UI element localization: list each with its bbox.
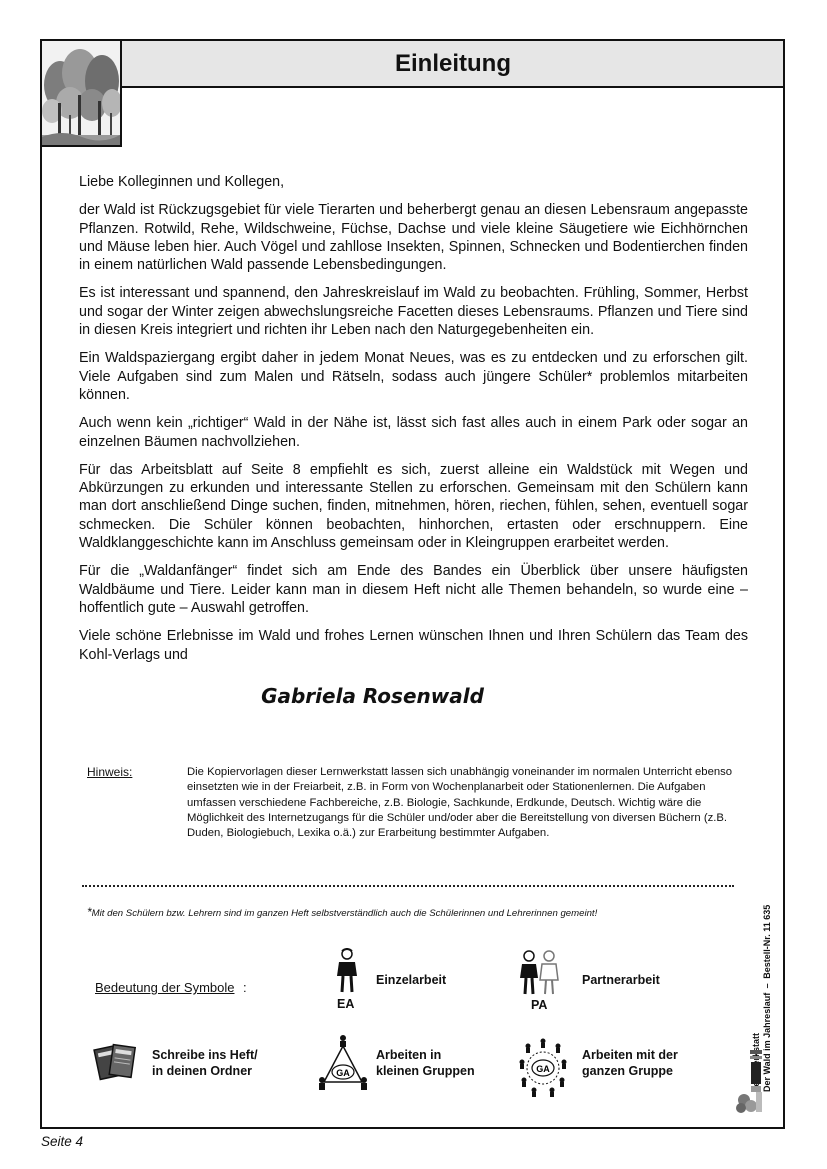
hint-text: Die Kopiervorlagen dieser Lernwerkstatt lassen sich unabhängig voneinander im normalen Unterricht ebenso einsetzten wie in der Freiarbeit, z.B. in Form von Wochenplanarbeit oder Stationenlernen. Die Aufgaben umfassen verschiedene Fachbereiche, z.B. Biologie, Sachkunde, Erdkunde, Deutsch. Wichtig wäre die Möglichkeit des Internetzugangs für die Schüler und/oder aber die Bereitstellung von diversen Büchern (z.B. Duden, Biologiebuch, Lexika o.ä.) zur Erarbeitung bestimmter Aufgaben.: [187, 766, 733, 840]
paragraph: der Wald ist Rückzugsgebiet für viele Tierarten und beherbergt genau an diesen Lebensraum angepasste Pflanzen. Rotwild, Rehe, Wildschweine, Füchse, Dachse und viele kleine Säugetiere wie Eichhörnchen und Mäuse leben hier. Auch Vögel und zahllose Insekten, Spinnen, Schnecken und Bodentierchen finden in einem natürlichen Wald passende Lebensbedingungen.: [79, 202, 748, 274]
paragraph: Auch wenn kein „richtiger“ Wald in der Nähe ist, lässt sich fast alles auch in einem Park oder sogar an einzelnen Bäumen nachvollziehen.: [79, 415, 748, 450]
small-group-label: Arbeiten in kleinen Gruppen: [376, 1048, 475, 1078]
footnote-marker: *: [87, 905, 92, 919]
side-separator: –: [761, 983, 772, 989]
page-title: Einleitung: [395, 49, 511, 77]
paragraph: Ein Waldspaziergang ergibt daher in jedem Monat Neues, was es zu entdecken und zu erforschen gilt. Viele Aufgaben sind zum Malen und Rätseln, sodass auch jüngere Schüler* problemlos mitarbeiten können.: [79, 350, 748, 403]
partnerarbeit-label: Partnerarbeit: [582, 973, 660, 987]
ga-whole-code: GA: [536, 1064, 550, 1074]
side-imprint: [751, 792, 772, 1092]
page-number: Seite 4: [41, 1134, 84, 1149]
paragraph: Für das Arbeitsblatt auf Seite 8 empfiehlt es sich, zuerst alleine ein Waldstück mit Wegen und Abkürzungen zu erkunden und interessante Stellen zu erforschen. Gemeinsam mit den Schülern kann man dort anschließend Dinge suchen, finden, mitnehmen, hören, riechen, fühlen, sehen, eventuell sogar schmecken. Die Schüler können beobachten, hinhorchen, ertasten oder erschnuppern. Eine Waldklanggeschichte kann im Anschluss gemeinsam oder in Kleingruppen erarbeitet werden.: [79, 461, 748, 552]
notebook-label: Schreibe ins Heft/ in deinen Ordner: [152, 1048, 258, 1078]
kohl-verlag-logo: [734, 1048, 766, 1114]
side-line-2: [762, 792, 773, 1092]
book-title: Der Wald im Jahreslauf: [761, 992, 772, 1092]
einzelarbeit-label: Einzelarbeit: [376, 973, 447, 987]
order-number: Bestell-Nr. 11 635: [761, 904, 772, 979]
symbols-legend-title: Bedeutung der Symbole: [95, 980, 235, 995]
ea-code: EA: [337, 997, 355, 1011]
side-line-1: [751, 792, 762, 1092]
symbols-title-colon: :: [243, 980, 247, 995]
notebook-icon: [93, 1040, 137, 1082]
hint-label: Hinweis:: [87, 765, 133, 779]
paragraph: Für die „Waldanfänger“ findet sich am Ende des Bandes ein Überblick über unsere häufigsten Waldbäume und Tiere. Leider kann man in diesem Heft nicht alle Themen behandeln, so wurde eine – hoffentlich gute – Auswahl getroffen.: [79, 563, 748, 616]
introduction-letter: [79, 173, 748, 674]
paragraph: Es ist interessant und spannend, den Jahreskreislauf im Wald zu beobachten. Frühling, Sommer, Herbst und sogar der Winter zeigen abwechslungsreiche Facetten dieses Lebensraums. Pflanzen und Tiere sind in diesen Kreis integriert und richten ihr Leben nach den Naturgegebenheiten ein.: [79, 285, 748, 339]
footnote-text: Mit den Schülern bzw. Lehrern sind im ganzen Heft selbstverständlich auch die Schülerinnen und Lehrerinnen gemeint!: [91, 908, 598, 919]
forest-trees-icon: [40, 39, 122, 147]
pa-code: PA: [531, 998, 548, 1012]
whole-group-icon: [518, 1036, 568, 1098]
signature: Gabriela Rosenwald: [261, 684, 484, 708]
salutation: Liebe Kolleginnen und Kollegen,: [79, 174, 285, 190]
two-children-icon: [519, 950, 559, 998]
small-group-icon: [316, 1034, 370, 1092]
footnote: [87, 905, 597, 919]
ga-small-code: GA: [336, 1068, 350, 1078]
whole-group-label: Arbeiten mit der ganzen Gruppe: [582, 1048, 678, 1078]
paragraph: Viele schöne Erlebnisse im Wald und frohes Lernen wünschen Ihnen und Ihren Schülern das Team des Kohl-Verlags und: [79, 628, 748, 663]
dotted-divider: [82, 885, 734, 887]
single-child-icon: [334, 948, 360, 996]
